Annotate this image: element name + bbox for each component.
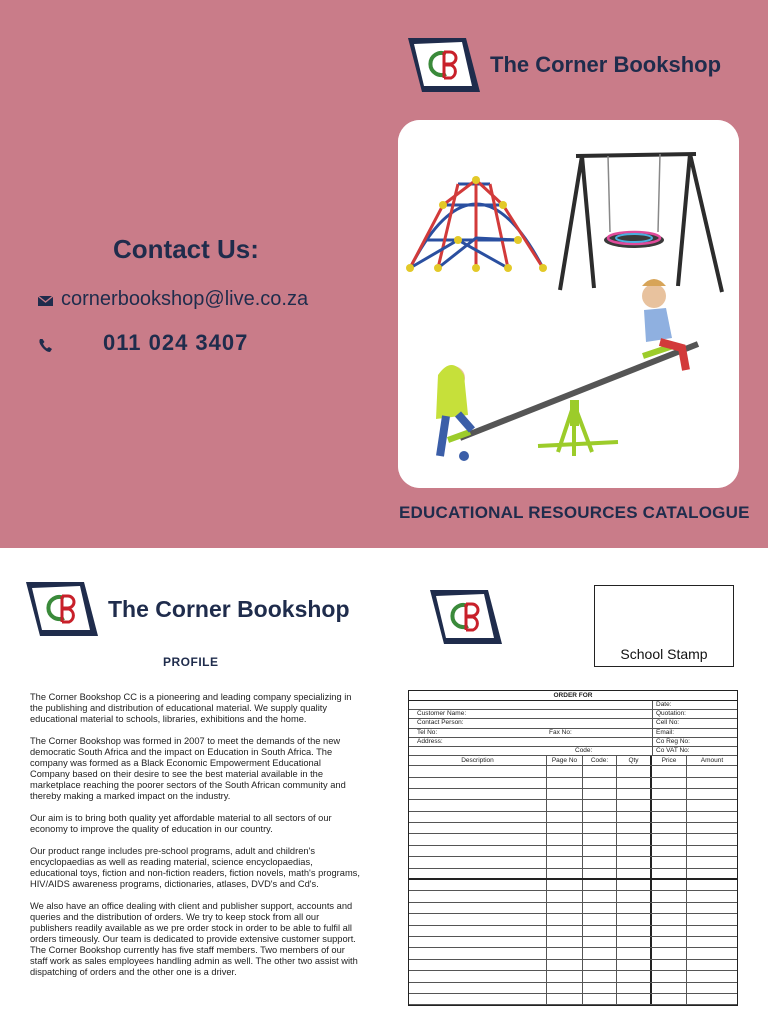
order-cell[interactable]: [652, 926, 687, 936]
order-cell[interactable]: [687, 789, 737, 799]
order-cell[interactable]: [617, 766, 652, 776]
order-cell[interactable]: [687, 983, 737, 993]
order-cell[interactable]: [547, 778, 583, 788]
order-cell[interactable]: [409, 903, 547, 913]
order-cell[interactable]: [583, 937, 617, 947]
order-cell[interactable]: [547, 914, 583, 924]
order-cell[interactable]: [547, 766, 583, 776]
order-cell[interactable]: [583, 857, 617, 867]
order-cell[interactable]: [547, 994, 583, 1004]
order-cell[interactable]: [409, 891, 547, 901]
order-cell[interactable]: [687, 880, 737, 890]
contact-phone-row[interactable]: [37, 330, 248, 356]
order-cell[interactable]: [617, 857, 652, 867]
order-cell[interactable]: [652, 937, 687, 947]
order-cell[interactable]: [547, 800, 583, 810]
bookshop-logo-icon: [406, 36, 482, 94]
order-line[interactable]: [409, 971, 737, 982]
order-cell[interactable]: [652, 789, 687, 799]
order-cell[interactable]: [547, 983, 583, 993]
order-line[interactable]: [409, 960, 737, 971]
order-cell[interactable]: [687, 926, 737, 936]
order-cell[interactable]: [617, 937, 652, 947]
order-cell[interactable]: [583, 823, 617, 833]
order-cell[interactable]: [617, 914, 652, 924]
order-cell[interactable]: [409, 766, 547, 776]
order-cell[interactable]: [652, 960, 687, 970]
column-code: Code:: [583, 756, 617, 765]
order-cell[interactable]: [409, 869, 547, 878]
order-cell[interactable]: [583, 812, 617, 822]
order-cell[interactable]: [409, 812, 547, 822]
order-cell[interactable]: [547, 948, 583, 958]
school-stamp-box: [594, 585, 734, 667]
order-cell[interactable]: [547, 834, 583, 844]
profile-logo: [24, 580, 350, 638]
order-form-row[interactable]: [409, 729, 737, 738]
cell-no-field[interactable]: Cell No:: [656, 719, 680, 727]
order-cell[interactable]: [409, 914, 547, 924]
order-cell[interactable]: [652, 983, 687, 993]
order-cell[interactable]: [409, 778, 547, 788]
order-cell[interactable]: [547, 846, 583, 856]
order-cell[interactable]: [652, 834, 687, 844]
order-line[interactable]: [409, 846, 737, 857]
order-cell[interactable]: [652, 812, 687, 822]
order-cell[interactable]: [652, 869, 687, 878]
order-cell[interactable]: [547, 926, 583, 936]
order-cell[interactable]: [583, 994, 617, 1004]
order-cell[interactable]: [547, 971, 583, 981]
order-cell[interactable]: [409, 960, 547, 970]
co-reg-no-field[interactable]: Co Reg No:: [656, 737, 690, 745]
order-cell[interactable]: [409, 857, 547, 867]
order-cell[interactable]: [617, 778, 652, 788]
order-cell[interactable]: [617, 948, 652, 958]
order-cell[interactable]: [583, 766, 617, 776]
order-cell[interactable]: [409, 789, 547, 799]
order-cell[interactable]: [652, 778, 687, 788]
order-cell[interactable]: [617, 994, 652, 1004]
order-cell[interactable]: [687, 914, 737, 924]
contact-email[interactable]: cornerbookshop@live.co.za: [61, 288, 309, 310]
order-cell[interactable]: [687, 823, 737, 833]
phone-icon: [37, 334, 55, 352]
school-stamp-label: School Stamp: [620, 646, 708, 662]
order-cell[interactable]: [652, 994, 687, 1004]
order-logo: [428, 588, 504, 646]
profile-body: [30, 692, 360, 989]
code-label: Code:: [575, 746, 593, 754]
envelope-icon: [37, 291, 55, 309]
profile-paragraph: Our aim is to bring both quality yet affordable material to all sectors of our economy to improve the quality of education in our country.: [30, 813, 332, 834]
order-cell[interactable]: [652, 914, 687, 924]
tel-no-label: Tel No:: [417, 728, 438, 736]
order-line[interactable]: [409, 903, 737, 914]
order-line[interactable]: [409, 948, 737, 959]
order-cell[interactable]: [547, 869, 583, 878]
order-cell[interactable]: [583, 891, 617, 901]
column-description: Description: [409, 756, 547, 765]
order-cell[interactable]: [687, 812, 737, 822]
order-table-header: [409, 756, 737, 766]
order-cell[interactable]: [687, 891, 737, 901]
order-cell[interactable]: [617, 926, 652, 936]
order-cell[interactable]: [687, 971, 737, 981]
order-cell[interactable]: [617, 971, 652, 981]
order-cell[interactable]: [547, 891, 583, 901]
contact-person-field[interactable]: Contact Person:: [409, 719, 653, 727]
order-cell[interactable]: [547, 880, 583, 890]
order-cell[interactable]: [687, 800, 737, 810]
profile-paragraph: We also have an office dealing with client and publisher support, accounts and queries and the distribution of orders. We try to keep stock from all our publishers readily available as we pre order stock in order to be able to fulfil all orders timeously. Our team is dedicated to provide extensive customer support. The Corner Bookshop currently has five staff members. Two members of our staff work as sales employees handling admin as well. The other two assist with dispatching of orders and the other one is a driver.: [30, 901, 358, 977]
profile-heading: PROFILE: [163, 655, 219, 669]
order-cell[interactable]: [583, 960, 617, 970]
order-form-row[interactable]: [409, 747, 737, 756]
order-cell[interactable]: [547, 960, 583, 970]
email-field[interactable]: Email:: [656, 728, 675, 736]
code-field[interactable]: [409, 747, 653, 755]
order-line[interactable]: [409, 812, 737, 823]
order-cell[interactable]: [409, 800, 547, 810]
order-cell[interactable]: [617, 903, 652, 913]
contact-email-row[interactable]: [37, 288, 308, 311]
fax-no-label: Fax No:: [549, 728, 572, 736]
order-form-title: ORDER FOR: [409, 691, 737, 701]
order-line[interactable]: [409, 891, 737, 902]
order-cell[interactable]: [583, 948, 617, 958]
order-cell[interactable]: [409, 994, 547, 1004]
column-amount: Amount: [700, 757, 724, 765]
order-cell[interactable]: [652, 800, 687, 810]
order-cell[interactable]: [687, 778, 737, 788]
order-cell[interactable]: [409, 880, 547, 890]
catalogue-title: EDUCATIONAL RESOURCES CATALOGUE: [399, 503, 750, 522]
tel-no-field[interactable]: [409, 729, 653, 737]
order-cell[interactable]: [687, 834, 737, 844]
contact-phone[interactable]: 011 024 3407: [103, 330, 249, 355]
order-cell[interactable]: [617, 846, 652, 856]
order-cell[interactable]: [687, 766, 737, 776]
order-cell[interactable]: [409, 937, 547, 947]
order-cell[interactable]: [583, 789, 617, 799]
order-cell[interactable]: [652, 766, 687, 776]
column-qty: Qty: [617, 756, 652, 765]
order-cell[interactable]: [583, 914, 617, 924]
order-cell[interactable]: [547, 857, 583, 867]
order-cell[interactable]: [687, 903, 737, 913]
order-line[interactable]: [409, 994, 737, 1005]
order-line[interactable]: [409, 800, 737, 811]
order-cell[interactable]: [583, 983, 617, 993]
order-cell[interactable]: [652, 857, 687, 867]
order-cell[interactable]: [547, 903, 583, 913]
order-line[interactable]: [409, 937, 737, 948]
order-cell[interactable]: [583, 869, 617, 878]
order-cell[interactable]: [652, 903, 687, 913]
order-line[interactable]: [409, 834, 737, 845]
order-cell[interactable]: [583, 800, 617, 810]
order-cell[interactable]: [652, 971, 687, 981]
order-lines[interactable]: [409, 766, 737, 1005]
contact-title: Contact Us:: [113, 234, 259, 264]
order-cell[interactable]: [583, 778, 617, 788]
order-line[interactable]: [409, 869, 737, 880]
order-cell[interactable]: [583, 971, 617, 981]
order-cell[interactable]: [547, 823, 583, 833]
order-form[interactable]: [408, 690, 738, 1006]
column-price: Price: [652, 756, 687, 765]
profile-paragraph: The Corner Bookshop CC is a pioneering and leading company specializing in the publishing and distribution of educational material. We supply quality educational material to schools, libraries, exhibitions and the home.: [30, 692, 352, 724]
order-cell[interactable]: [409, 983, 547, 993]
order-cell[interactable]: [687, 937, 737, 947]
order-cell[interactable]: [652, 891, 687, 901]
order-cell[interactable]: [617, 834, 652, 844]
order-line[interactable]: [409, 926, 737, 937]
order-cell[interactable]: [652, 823, 687, 833]
order-cell[interactable]: [652, 948, 687, 958]
cover-logo: [406, 36, 721, 94]
address-field[interactable]: Address:: [409, 738, 653, 746]
order-cell[interactable]: [652, 880, 687, 890]
bookshop-logo-icon: [24, 580, 100, 638]
order-cell[interactable]: [583, 834, 617, 844]
order-cell[interactable]: [617, 812, 652, 822]
order-cell[interactable]: [409, 834, 547, 844]
order-cell[interactable]: [583, 846, 617, 856]
order-line[interactable]: [409, 983, 737, 994]
order-cell[interactable]: [687, 846, 737, 856]
order-cell[interactable]: [617, 983, 652, 993]
playground-photo: [398, 120, 739, 488]
order-cell[interactable]: [652, 846, 687, 856]
order-line[interactable]: [409, 857, 737, 868]
profile-paragraph: The Corner Bookshop was formed in 2007 to meet the demands of the new democratic South Africa and the impact on Education in South Africa. The company was formed as a Black Economic Empowerment Educational Company based on their desire to see the best material available in the marketplace reaching the poorer sectors of the South African community and thereby making a marked impact on the industry.: [30, 736, 346, 801]
order-cell[interactable]: [687, 960, 737, 970]
cover-brand-name: The Corner Bookshop: [490, 52, 722, 77]
order-cell[interactable]: [547, 937, 583, 947]
order-cell[interactable]: [617, 891, 652, 901]
order-cell[interactable]: [617, 869, 652, 878]
profile-brand-name: The Corner Bookshop: [108, 595, 350, 622]
profile-paragraph: Our product range includes pre-school programs, adult and children's encyclopaedias as well as reading material, science encyclopaedias, educational toys, fiction and non-fiction readers, fiction novels, math's programs, HIV/AIDS awareness programs, dictionaries, atlases, DVD's and Cd's.: [30, 846, 360, 889]
order-cell[interactable]: [583, 903, 617, 913]
order-cell[interactable]: [583, 926, 617, 936]
date-field[interactable]: Date:: [656, 701, 672, 708]
order-cell[interactable]: [547, 789, 583, 799]
order-cell[interactable]: [409, 948, 547, 958]
order-cell[interactable]: [617, 880, 652, 890]
order-cell[interactable]: [617, 789, 652, 799]
order-line[interactable]: [409, 914, 737, 925]
order-cell[interactable]: [687, 869, 737, 878]
order-cell[interactable]: [617, 823, 652, 833]
order-cell[interactable]: [409, 971, 547, 981]
order-line[interactable]: [409, 789, 737, 800]
order-line[interactable]: [409, 823, 737, 834]
order-cell[interactable]: [583, 880, 617, 890]
order-form-row[interactable]: [409, 738, 737, 747]
column-page-no: Page No: [547, 756, 583, 765]
order-form-row[interactable]: [409, 701, 737, 710]
co-vat-no-field[interactable]: Co VAT No:: [656, 746, 690, 754]
order-line[interactable]: [409, 880, 737, 891]
order-cell[interactable]: [617, 960, 652, 970]
order-cell[interactable]: [409, 823, 547, 833]
order-form-row[interactable]: [409, 710, 737, 719]
order-cell[interactable]: [617, 800, 652, 810]
order-form-row[interactable]: [409, 719, 737, 728]
order-cell[interactable]: [547, 812, 583, 822]
order-cell[interactable]: [409, 846, 547, 856]
order-cell[interactable]: [687, 857, 737, 867]
order-cell[interactable]: [687, 948, 737, 958]
order-cell[interactable]: [687, 994, 737, 1004]
order-cell[interactable]: [409, 926, 547, 936]
customer-name-field[interactable]: Customer Name:: [409, 710, 653, 718]
order-line[interactable]: [409, 766, 737, 777]
bookshop-logo-icon: [428, 588, 504, 646]
quotation-field[interactable]: Quotation:: [656, 710, 686, 718]
order-line[interactable]: [409, 778, 737, 789]
